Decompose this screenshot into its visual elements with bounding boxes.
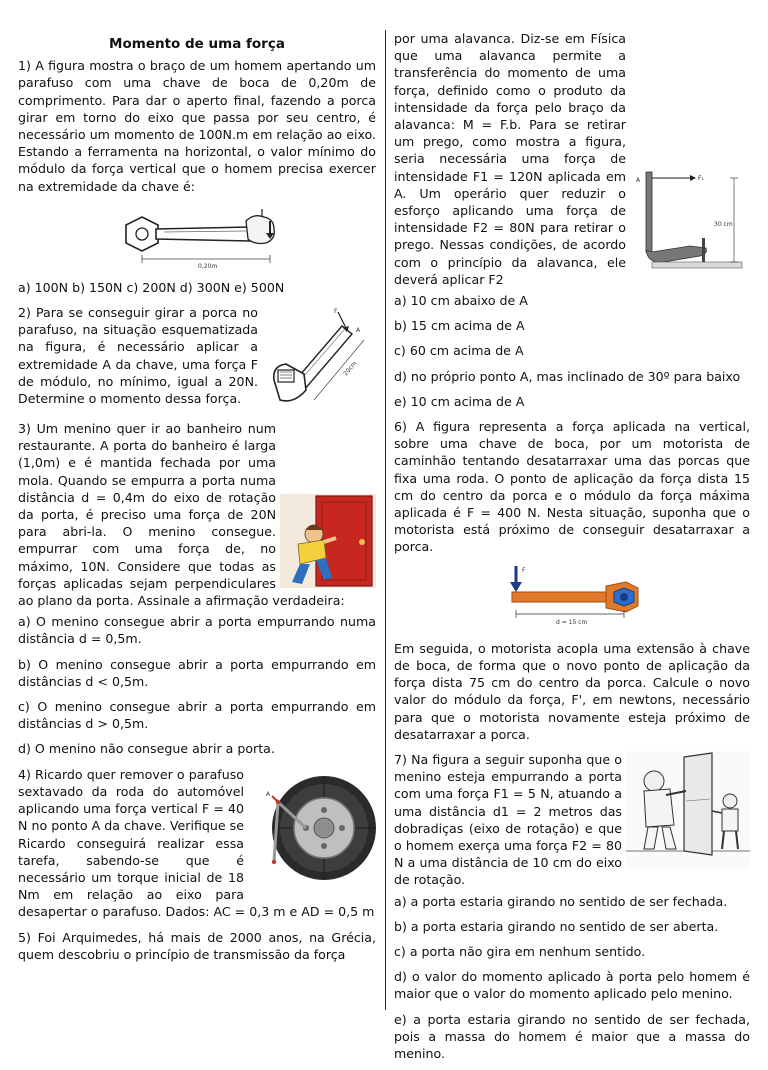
q3-text: 3) Um menino quer ir ao banheiro num restaurante. A porta do banheiro é larga (1,0m) e é mantida fechada por uma mola. Quando se empurra a porta numa distância d = 0,4m do eixo de rotação da porta, é preciso uma força de 20N para abri-la. O menino consegue. empurrar com uma força de, no máximo, 10N. Considere que todas as forças aplicadas sejam perpendiculares ao plano da porta. Assinale a afirmação verdadeira: [18,421,345,609]
q4-block [18,766,376,929]
q3-option-d: d) O menino não consegue abrir a porta. [18,741,275,757]
q3-door-figure [280,494,376,588]
q1-wrench-figure [18,203,376,273]
column-divider [385,30,386,1010]
nail-lever-illustration [630,170,750,276]
q3-option-a: a) O menino consegue abrir a porta empurrando numa distância d = 0,5m. [18,614,376,647]
q5-length-label: 30 cm [714,221,733,228]
man-and-boy-door-illustration [626,751,750,869]
q2-force-label: F [334,308,338,316]
q7-option-c: c) a porta não gira em nenhum sentido. [394,943,646,959]
q5-option-c: c) 60 cm acima de A [394,343,524,359]
q5-option-a: a) 10 cm abaixo de A [394,293,528,309]
q6-force-label: F [522,566,526,574]
q7-block [394,751,750,1062]
q3-option-b: b) O menino consegue abrir a porta empurrando em distâncias d < 0,5m. [18,656,376,689]
q2-point-label: A [356,327,361,335]
q4-text: 4) Ricardo quer remover o parafuso sextavado da roda do automóvel aplicando uma força vertical F = 40 N no ponto A da chave. Verifique se Ricardo conseguirá realizar essa tarefa, sabendo-se que é necessário um torque inicial de 18 Nm em relação ao eixo para desapertar o parafuso. Dados: AC = 0,3 m e AD = 0,5 m [18,766,375,920]
q7-door-figure [626,751,750,869]
q5-option-b: b) 15 cm acima de A [394,318,525,334]
q2-length-label: 20cm [342,359,359,378]
svg-text:A: A [266,790,271,798]
q6-wrench-figure [394,564,750,630]
left-column [18,30,376,971]
q4-wheel-figure [248,766,376,886]
q6-text-2: Em seguida, o motorista acopla uma extensão à chave de boca, de forma que o novo ponto de aplicação da força dista 75 cm do centro da porca. Calcule o novo valor do módulo da força, F', em newtons, necessário para que o motorista novamente esteja próximo de desatarraxar a porca. [394,640,750,742]
q5-text-left: 5) Foi Arquimedes, há mais de 2000 anos, na Grécia, quem descobriu o princípio de transmissão da força [18,929,376,962]
q7-text: 7) Na figura a seguir suponha que o menino esteja empurrando a porta com uma força F1 = 5 N, atuando a uma distância d1 = 2 metros das dobradiças (eixo de rotação) e que o homem exerça uma força F2 = 80 N a uma distância de 10 cm do eixo de rotação. [394,751,622,888]
q7-option-d: d) o valor do momento aplicado à porta pelo homem é maior que o valor do momento aplicado pelo menino. [394,969,750,1002]
q5-force-label: F₁ [698,175,704,182]
adjustable-wrench-illustration [264,304,376,416]
q7-option-b: b) a porta estaria girando no sentido de ser aberta. [394,918,719,934]
q5-lever-figure [630,170,750,276]
q3-block [18,420,376,758]
q5-option-d: d) no próprio ponto A, mas inclinado de 30º para baixo [394,368,741,384]
car-wheel-illustration [248,766,376,886]
q6-length-label: d = 15 cm [556,618,588,626]
q1-options: a) 100N b) 150N c) 200N d) 300N e) 500N [18,279,285,295]
q5-point-label: A [636,177,641,184]
q7-option-a: a) a porta estaria girando no sentido de ser fechada. [394,893,728,909]
q1-dimension-label: 0,20m [198,262,218,270]
q5-text-right: por uma alavanca. Diz-se em Física que uma alavanca permite a transferência do momento de uma força, definido como o produto da intensidade da força pelo braço da alavanca: M = F.b. Para se retirar um prego, como mostra a figura, seria necessária uma força de intensidade F1 = 120N aplicada em A. Um operário quer reduzir o esforço aplicando uma força de intensidade F2 = 80N para retirar o prego. Nessas condições, de acordo com o princípio da alavanca, ele deverá aplicar F2 [394,31,626,287]
right-column [394,30,750,1070]
q1-text: 1) A figura mostra o braço de um homem apertando um parafuso com uma chave de boca de 0,20m de comprimento. Para dar o aperto final, fazendo a porca girar em torno do eixo que passa por seu centro, é necessário um momento de 100N.m em relação ao eixo. Estando a ferramenta na horizontal, o valor mínimo do módulo da força vertical que o homem precisa exercer na extremidade da chave é: [18,58,376,194]
q5-option-e: e) 10 cm acima de A [394,393,525,409]
q2-wrench-figure [264,304,376,416]
q5-block [394,30,750,410]
page-title: Momento de uma força [109,36,285,52]
boy-pushing-door-illustration [280,494,376,588]
q6-text: 6) A figura representa a força aplicada na vertical, sobre uma chave de boca, por um motorista de caminhão tentando desatarraxar uma das porcas que fixa uma roda. O ponto de aplicação da força dista 15 cm do centro da porca e o módulo da força máxima aplicada é F = 400 N. Nesta situação, suponha que o motorista está próximo de conseguir desatarraxar a porca. [394,419,750,555]
q7-option-e: e) a porta estaria girando no sentido de ser fechada, pois a massa do homem é maior que a massa do menino. [394,1011,750,1061]
wrench-illustration [18,203,376,273]
truck-wrench-illustration [394,564,750,630]
q3-option-c: c) O menino consegue abrir a porta empurrando em distâncias d > 0,5m. [18,699,376,732]
q2-text: 2) Para se conseguir girar a porca no parafuso, na situação esquematizada na figura, é necessário aplicar a extremidade A da chave, uma força F de módulo, no mínimo, igual a 20N. Determine o momento dessa força. [18,305,258,407]
